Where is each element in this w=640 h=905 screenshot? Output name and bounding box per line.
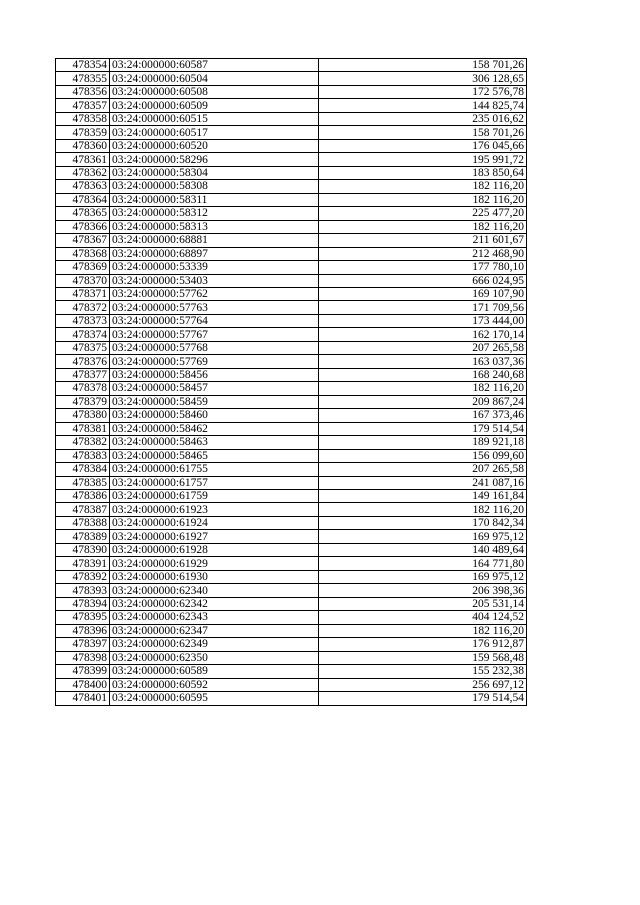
table-row — [56, 395, 527, 408]
value-cell: 162 170,14 — [319, 328, 527, 341]
table-row — [56, 422, 527, 435]
value-cell: 404 124,52 — [319, 611, 527, 624]
cadastral-value-table — [55, 58, 527, 706]
value-cell: 172 576,78 — [319, 85, 527, 98]
value-cell: 195 991,72 — [319, 153, 527, 166]
row-number-cell: 478373 — [56, 314, 110, 327]
cadastral-number-cell: 03:24:000000:58296 — [110, 153, 319, 166]
row-number-cell: 478360 — [56, 139, 110, 152]
value-cell: 144 825,74 — [319, 99, 527, 112]
cadastral-number-cell: 03:24:000000:57763 — [110, 301, 319, 314]
value-cell: 207 265,58 — [319, 463, 527, 476]
row-number-cell: 478367 — [56, 234, 110, 247]
value-cell: 235 016,62 — [319, 112, 527, 125]
row-number-cell: 478355 — [56, 72, 110, 85]
value-cell: 209 867,24 — [319, 395, 527, 408]
cadastral-number-cell: 03:24:000000:68881 — [110, 234, 319, 247]
table-row — [56, 624, 527, 637]
value-cell: 183 850,64 — [319, 166, 527, 179]
table-row — [56, 314, 527, 327]
row-number-cell: 478379 — [56, 395, 110, 408]
value-cell: 206 398,36 — [319, 584, 527, 597]
cadastral-number-cell: 03:24:000000:58465 — [110, 449, 319, 462]
table-row — [56, 678, 527, 691]
table-row — [56, 584, 527, 597]
row-number-cell: 478397 — [56, 638, 110, 651]
cadastral-number-cell: 03:24:000000:62350 — [110, 651, 319, 664]
table-row — [56, 207, 527, 220]
table-row — [56, 85, 527, 98]
row-number-cell: 478375 — [56, 341, 110, 354]
row-number-cell: 478369 — [56, 261, 110, 274]
cadastral-number-cell: 03:24:000000:61923 — [110, 503, 319, 516]
row-number-cell: 478356 — [56, 85, 110, 98]
table-row — [56, 382, 527, 395]
cadastral-number-cell: 03:24:000000:58456 — [110, 368, 319, 381]
value-cell: 207 265,58 — [319, 341, 527, 354]
row-number-cell: 478362 — [56, 166, 110, 179]
row-number-cell: 478391 — [56, 557, 110, 570]
cadastral-number-cell: 03:24:000000:58462 — [110, 422, 319, 435]
row-number-cell: 478368 — [56, 247, 110, 260]
cadastral-number-cell: 03:24:000000:53403 — [110, 274, 319, 287]
row-number-cell: 478371 — [56, 287, 110, 300]
table-row — [56, 570, 527, 583]
row-number-cell: 478366 — [56, 220, 110, 233]
row-number-cell: 478394 — [56, 597, 110, 610]
table-row — [56, 665, 527, 678]
row-number-cell: 478384 — [56, 463, 110, 476]
value-cell: 176 912,87 — [319, 638, 527, 651]
value-cell: 189 921,18 — [319, 436, 527, 449]
table-row — [56, 166, 527, 179]
cadastral-number-cell: 03:24:000000:60515 — [110, 112, 319, 125]
table-row — [56, 328, 527, 341]
value-cell: 256 697,12 — [319, 678, 527, 691]
value-cell: 666 024,95 — [319, 274, 527, 287]
row-number-cell: 478372 — [56, 301, 110, 314]
value-cell: 155 232,38 — [319, 665, 527, 678]
table-row — [56, 530, 527, 543]
value-cell: 205 531,14 — [319, 597, 527, 610]
value-cell: 140 489,64 — [319, 543, 527, 556]
table-row — [56, 503, 527, 516]
value-cell: 177 780,10 — [319, 261, 527, 274]
row-number-cell: 478370 — [56, 274, 110, 287]
cadastral-number-cell: 03:24:000000:60509 — [110, 99, 319, 112]
cadastral-number-cell: 03:24:000000:57767 — [110, 328, 319, 341]
cadastral-number-cell: 03:24:000000:58463 — [110, 436, 319, 449]
row-number-cell: 478383 — [56, 449, 110, 462]
value-cell: 158 701,26 — [319, 59, 527, 72]
cadastral-number-cell: 03:24:000000:62347 — [110, 624, 319, 637]
cadastral-number-cell: 03:24:000000:58312 — [110, 207, 319, 220]
cadastral-number-cell: 03:24:000000:61929 — [110, 557, 319, 570]
value-cell: 171 709,56 — [319, 301, 527, 314]
table-row — [56, 72, 527, 85]
row-number-cell: 478364 — [56, 193, 110, 206]
value-cell: 168 240,68 — [319, 368, 527, 381]
row-number-cell: 478399 — [56, 665, 110, 678]
row-number-cell: 478395 — [56, 611, 110, 624]
cadastral-number-cell: 03:24:000000:60589 — [110, 665, 319, 678]
value-cell: 306 128,65 — [319, 72, 527, 85]
row-number-cell: 478374 — [56, 328, 110, 341]
cadastral-number-cell: 03:24:000000:62349 — [110, 638, 319, 651]
value-cell: 211 601,67 — [319, 234, 527, 247]
value-cell: 182 116,20 — [319, 193, 527, 206]
cadastral-number-cell: 03:24:000000:57762 — [110, 287, 319, 300]
table-row — [56, 651, 527, 664]
table-row — [56, 112, 527, 125]
table-row — [56, 59, 527, 72]
row-number-cell: 478380 — [56, 409, 110, 422]
value-cell: 182 116,20 — [319, 220, 527, 233]
cadastral-number-cell: 03:24:000000:57764 — [110, 314, 319, 327]
cadastral-number-cell: 03:24:000000:60520 — [110, 139, 319, 152]
table-row — [56, 543, 527, 556]
value-cell: 182 116,20 — [319, 180, 527, 193]
row-number-cell: 478392 — [56, 570, 110, 583]
cadastral-number-cell: 03:24:000000:60504 — [110, 72, 319, 85]
row-number-cell: 478386 — [56, 490, 110, 503]
table-row — [56, 638, 527, 651]
value-cell: 182 116,20 — [319, 624, 527, 637]
table-row — [56, 261, 527, 274]
row-number-cell: 478378 — [56, 382, 110, 395]
row-number-cell: 478359 — [56, 126, 110, 139]
row-number-cell: 478365 — [56, 207, 110, 220]
row-number-cell: 478387 — [56, 503, 110, 516]
cadastral-number-cell: 03:24:000000:61757 — [110, 476, 319, 489]
value-cell: 158 701,26 — [319, 126, 527, 139]
table-row — [56, 463, 527, 476]
table-row — [56, 490, 527, 503]
cadastral-number-cell: 03:24:000000:57769 — [110, 355, 319, 368]
row-number-cell: 478390 — [56, 543, 110, 556]
cadastral-number-cell: 03:24:000000:58313 — [110, 220, 319, 233]
cadastral-number-cell: 03:24:000000:61924 — [110, 516, 319, 529]
table-row — [56, 436, 527, 449]
row-number-cell: 478361 — [56, 153, 110, 166]
cadastral-number-cell: 03:24:000000:61928 — [110, 543, 319, 556]
cadastral-number-cell: 03:24:000000:68897 — [110, 247, 319, 260]
value-cell: 149 161,84 — [319, 490, 527, 503]
value-cell: 167 373,46 — [319, 409, 527, 422]
table-row — [56, 557, 527, 570]
value-cell: 182 116,20 — [319, 503, 527, 516]
table-row — [56, 409, 527, 422]
table-row — [56, 193, 527, 206]
row-number-cell: 478363 — [56, 180, 110, 193]
table-row — [56, 301, 527, 314]
table-row — [56, 368, 527, 381]
value-cell: 182 116,20 — [319, 382, 527, 395]
value-cell: 169 975,12 — [319, 530, 527, 543]
cadastral-number-cell: 03:24:000000:60587 — [110, 59, 319, 72]
value-cell: 179 514,54 — [319, 422, 527, 435]
cadastral-number-cell: 03:24:000000:62343 — [110, 611, 319, 624]
row-number-cell: 478381 — [56, 422, 110, 435]
row-number-cell: 478388 — [56, 516, 110, 529]
table-row — [56, 139, 527, 152]
table-row — [56, 220, 527, 233]
cadastral-number-cell: 03:24:000000:60592 — [110, 678, 319, 691]
row-number-cell: 478354 — [56, 59, 110, 72]
row-number-cell: 478382 — [56, 436, 110, 449]
cadastral-number-cell: 03:24:000000:58459 — [110, 395, 319, 408]
cadastral-number-cell: 03:24:000000:62340 — [110, 584, 319, 597]
value-cell: 225 477,20 — [319, 207, 527, 220]
row-number-cell: 478377 — [56, 368, 110, 381]
cadastral-number-cell: 03:24:000000:61759 — [110, 490, 319, 503]
row-number-cell: 478396 — [56, 624, 110, 637]
table-row — [56, 449, 527, 462]
cadastral-number-cell: 03:24:000000:58308 — [110, 180, 319, 193]
table-row — [56, 274, 527, 287]
row-number-cell: 478357 — [56, 99, 110, 112]
row-number-cell: 478389 — [56, 530, 110, 543]
cadastral-number-cell: 03:24:000000:61930 — [110, 570, 319, 583]
value-cell: 241 087,16 — [319, 476, 527, 489]
cadastral-number-cell: 03:24:000000:62342 — [110, 597, 319, 610]
value-cell: 179 514,54 — [319, 692, 527, 705]
cadastral-number-cell: 03:24:000000:57768 — [110, 341, 319, 354]
table-row — [56, 126, 527, 139]
cadastral-number-cell: 03:24:000000:61927 — [110, 530, 319, 543]
value-cell: 163 037,36 — [319, 355, 527, 368]
value-cell: 164 771,80 — [319, 557, 527, 570]
table-row — [56, 611, 527, 624]
table-row — [56, 287, 527, 300]
cadastral-number-cell: 03:24:000000:53339 — [110, 261, 319, 274]
table-row — [56, 99, 527, 112]
value-cell: 170 842,34 — [319, 516, 527, 529]
row-number-cell: 478398 — [56, 651, 110, 664]
value-cell: 173 444,00 — [319, 314, 527, 327]
row-number-cell: 478400 — [56, 678, 110, 691]
table-row — [56, 476, 527, 489]
value-cell: 156 099,60 — [319, 449, 527, 462]
value-cell: 176 045,66 — [319, 139, 527, 152]
value-cell: 169 975,12 — [319, 570, 527, 583]
cadastral-number-cell: 03:24:000000:61755 — [110, 463, 319, 476]
table-row — [56, 247, 527, 260]
cadastral-number-cell: 03:24:000000:60595 — [110, 692, 319, 705]
table-row — [56, 516, 527, 529]
cadastral-number-cell: 03:24:000000:58311 — [110, 193, 319, 206]
table-row — [56, 180, 527, 193]
cadastral-number-cell: 03:24:000000:60517 — [110, 126, 319, 139]
cadastral-number-cell: 03:24:000000:60508 — [110, 85, 319, 98]
row-number-cell: 478393 — [56, 584, 110, 597]
row-number-cell: 478358 — [56, 112, 110, 125]
row-number-cell: 478376 — [56, 355, 110, 368]
table-row — [56, 153, 527, 166]
value-cell: 212 468,90 — [319, 247, 527, 260]
cadastral-number-cell: 03:24:000000:58457 — [110, 382, 319, 395]
value-cell: 159 568,48 — [319, 651, 527, 664]
table-row — [56, 355, 527, 368]
row-number-cell: 478385 — [56, 476, 110, 489]
table-body — [56, 59, 527, 706]
row-number-cell: 478401 — [56, 692, 110, 705]
cadastral-number-cell: 03:24:000000:58304 — [110, 166, 319, 179]
table-row — [56, 597, 527, 610]
cadastral-number-cell: 03:24:000000:58460 — [110, 409, 319, 422]
value-cell: 169 107,90 — [319, 287, 527, 300]
table-row — [56, 692, 527, 705]
table-row — [56, 234, 527, 247]
table-row — [56, 341, 527, 354]
